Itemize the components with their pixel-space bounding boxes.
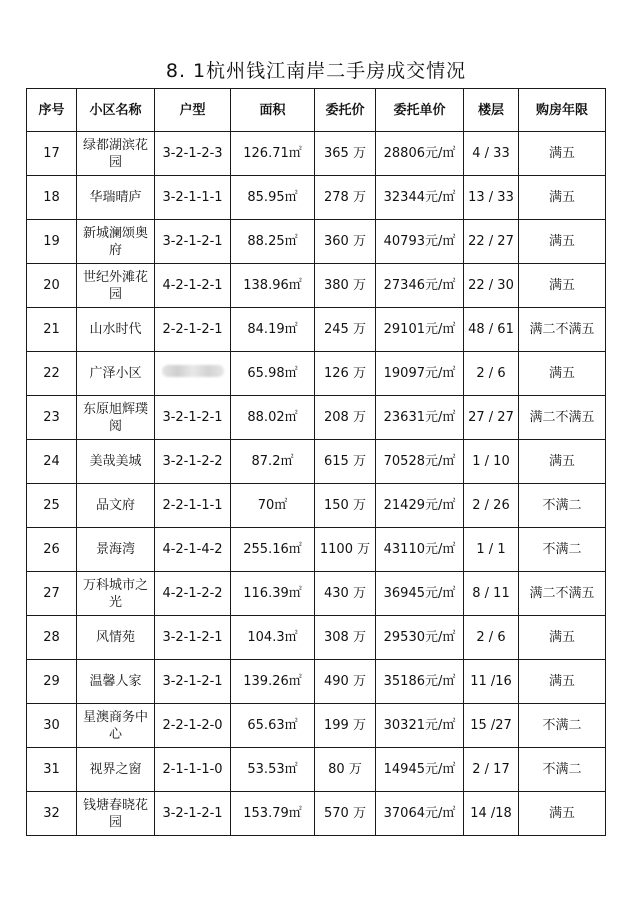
cell-listing-price: 199 万 [315, 704, 376, 748]
cell-no: 27 [27, 572, 77, 616]
document-title: 8. 1杭州钱江南岸二手房成交情况 [165, 60, 467, 82]
cell-community-name: 钱塘春晓花园 [77, 792, 155, 836]
cell-listing-price: 126 万 [315, 352, 376, 396]
cell-ownership-years: 满五 [519, 132, 606, 176]
cell-unit-price: 30321元/㎡ [376, 704, 464, 748]
cell-area: 139.26㎡ [231, 660, 315, 704]
cell-listing-price: 278 万 [315, 176, 376, 220]
cell-listing-price: 1100 万 [315, 528, 376, 572]
cell-listing-price: 245 万 [315, 308, 376, 352]
cell-area: 70㎡ [231, 484, 315, 528]
cell-no: 25 [27, 484, 77, 528]
table-row [27, 704, 606, 748]
cell-unit-price: 23631元/㎡ [376, 396, 464, 440]
cell-layout: 4-2-1-2-2 [155, 572, 231, 616]
header-unit-price: 委托单价 [376, 89, 464, 132]
cell-layout: 2-2-1-2-1 [155, 308, 231, 352]
header-layout: 户型 [155, 89, 231, 132]
cell-floor: 22 / 30 [464, 264, 519, 308]
cell-layout: 3-2-1-2-1 [155, 792, 231, 836]
cell-listing-price: 490 万 [315, 660, 376, 704]
cell-unit-price: 40793元/㎡ [376, 220, 464, 264]
table-body [27, 132, 606, 836]
cell-community-name: 万科城市之光 [77, 572, 155, 616]
cell-unit-price: 27346元/㎡ [376, 264, 464, 308]
cell-unit-price: 43110元/㎡ [376, 528, 464, 572]
cell-listing-price: 615 万 [315, 440, 376, 484]
cell-ownership-years: 不满二 [519, 484, 606, 528]
cell-layout: 2-1-1-1-0 [155, 748, 231, 792]
cell-unit-price: 14945元/㎡ [376, 748, 464, 792]
cell-listing-price: 308 万 [315, 616, 376, 660]
cell-ownership-years: 不满二 [519, 748, 606, 792]
cell-floor: 1 / 1 [464, 528, 519, 572]
cell-no: 30 [27, 704, 77, 748]
cell-community-name: 山水时代 [77, 308, 155, 352]
cell-area: 65.63㎡ [231, 704, 315, 748]
cell-no: 18 [27, 176, 77, 220]
cell-listing-price: 365 万 [315, 132, 376, 176]
header-floor: 楼层 [464, 89, 519, 132]
cell-community-name: 美哉美城 [77, 440, 155, 484]
cell-no: 21 [27, 308, 77, 352]
cell-ownership-years: 满二不满五 [519, 308, 606, 352]
cell-ownership-years: 满五 [519, 660, 606, 704]
cell-ownership-years: 满五 [519, 440, 606, 484]
cell-layout: 3-2-1-2-3 [155, 132, 231, 176]
cell-floor: 22 / 27 [464, 220, 519, 264]
cell-ownership-years: 不满二 [519, 528, 606, 572]
cell-community-name: 绿都湖滨花园 [77, 132, 155, 176]
cell-no: 23 [27, 396, 77, 440]
table-row [27, 308, 606, 352]
cell-area: 84.19㎡ [231, 308, 315, 352]
table-row [27, 528, 606, 572]
cell-community-name: 景海湾 [77, 528, 155, 572]
cell-area: 116.39㎡ [231, 572, 315, 616]
cell-area: 65.98㎡ [231, 352, 315, 396]
cell-floor: 15 /27 [464, 704, 519, 748]
cell-ownership-years: 满五 [519, 220, 606, 264]
table-row [27, 132, 606, 176]
cell-listing-price: 360 万 [315, 220, 376, 264]
cell-unit-price: 21429元/㎡ [376, 484, 464, 528]
cell-floor: 8 / 11 [464, 572, 519, 616]
cell-community-name: 新城澜颂奥府 [77, 220, 155, 264]
cell-ownership-years: 满五 [519, 264, 606, 308]
cell-floor: 11 /16 [464, 660, 519, 704]
cell-area: 255.16㎡ [231, 528, 315, 572]
table-header-row [27, 89, 606, 132]
cell-area: 53.53㎡ [231, 748, 315, 792]
cell-floor: 4 / 33 [464, 132, 519, 176]
cell-floor: 1 / 10 [464, 440, 519, 484]
cell-no: 31 [27, 748, 77, 792]
table-row [27, 484, 606, 528]
cell-layout: 4-2-1-2-1 [155, 264, 231, 308]
cell-unit-price: 28806元/㎡ [376, 132, 464, 176]
cell-no: 17 [27, 132, 77, 176]
cell-area: 87.2㎡ [231, 440, 315, 484]
cell-floor: 2 / 6 [464, 616, 519, 660]
cell-floor: 2 / 17 [464, 748, 519, 792]
cell-ownership-years: 满五 [519, 352, 606, 396]
cell-unit-price: 32344元/㎡ [376, 176, 464, 220]
cell-floor: 14 /18 [464, 792, 519, 836]
cell-ownership-years: 满二不满五 [519, 396, 606, 440]
cell-area: 104.3㎡ [231, 616, 315, 660]
cell-community-name: 星澳商务中心 [77, 704, 155, 748]
cell-ownership-years: 不满二 [519, 704, 606, 748]
cell-unit-price: 70528元/㎡ [376, 440, 464, 484]
cell-floor: 2 / 6 [464, 352, 519, 396]
cell-community-name: 风情苑 [77, 616, 155, 660]
header-ownership-years: 购房年限 [519, 89, 606, 132]
cell-area: 85.95㎡ [231, 176, 315, 220]
table-row [27, 352, 606, 396]
cell-listing-price: 380 万 [315, 264, 376, 308]
header-community-name: 小区名称 [77, 89, 155, 132]
cell-community-name: 广泽小区 [77, 352, 155, 396]
cell-ownership-years: 满二不满五 [519, 572, 606, 616]
cell-listing-price: 430 万 [315, 572, 376, 616]
cell-ownership-years: 满五 [519, 176, 606, 220]
cell-layout: 3-2-1-2-1 [155, 396, 231, 440]
cell-floor: 48 / 61 [464, 308, 519, 352]
cell-unit-price: 29101元/㎡ [376, 308, 464, 352]
cell-ownership-years: 满五 [519, 616, 606, 660]
table-row [27, 440, 606, 484]
cell-community-name: 华瑞晴庐 [77, 176, 155, 220]
cell-area: 126.71㎡ [231, 132, 315, 176]
cell-area: 138.96㎡ [231, 264, 315, 308]
cell-layout: 2-2-1-2-0 [155, 704, 231, 748]
cell-no: 26 [27, 528, 77, 572]
cell-floor: 2 / 26 [464, 484, 519, 528]
cell-layout: 2-2-1-1-1 [155, 484, 231, 528]
cell-layout: 3-2-1-2-1 [155, 660, 231, 704]
header-listing-price: 委托价 [315, 89, 376, 132]
cell-listing-price: 570 万 [315, 792, 376, 836]
cell-no: 19 [27, 220, 77, 264]
header-area: 面积 [231, 89, 315, 132]
cell-community-name: 世纪外滩花园 [77, 264, 155, 308]
cell-layout-redacted [155, 352, 231, 396]
transaction-table [26, 88, 606, 836]
header-no: 序号 [27, 89, 77, 132]
cell-community-name: 温馨人家 [77, 660, 155, 704]
cell-community-name: 品文府 [77, 484, 155, 528]
cell-layout: 3-2-1-2-1 [155, 616, 231, 660]
cell-no: 28 [27, 616, 77, 660]
redacted-blur [162, 365, 224, 377]
table-row [27, 748, 606, 792]
cell-no: 22 [27, 352, 77, 396]
cell-community-name: 视界之窗 [77, 748, 155, 792]
cell-area: 88.25㎡ [231, 220, 315, 264]
cell-no: 32 [27, 792, 77, 836]
cell-no: 20 [27, 264, 77, 308]
cell-listing-price: 208 万 [315, 396, 376, 440]
cell-area: 153.79㎡ [231, 792, 315, 836]
cell-community-name: 东原旭辉璞阅 [77, 396, 155, 440]
cell-no: 24 [27, 440, 77, 484]
cell-area: 88.02㎡ [231, 396, 315, 440]
cell-no: 29 [27, 660, 77, 704]
cell-unit-price: 19097元/㎡ [376, 352, 464, 396]
table-row [27, 396, 606, 440]
table-row [27, 220, 606, 264]
table-row [27, 176, 606, 220]
table-row [27, 572, 606, 616]
cell-unit-price: 36945元/㎡ [376, 572, 464, 616]
cell-listing-price: 80 万 [315, 748, 376, 792]
cell-layout: 3-2-1-2-1 [155, 220, 231, 264]
cell-unit-price: 37064元/㎡ [376, 792, 464, 836]
cell-unit-price: 35186元/㎡ [376, 660, 464, 704]
table-row [27, 660, 606, 704]
cell-layout: 3-2-1-2-2 [155, 440, 231, 484]
cell-layout: 4-2-1-4-2 [155, 528, 231, 572]
cell-ownership-years: 满五 [519, 792, 606, 836]
cell-floor: 13 / 33 [464, 176, 519, 220]
table-row [27, 264, 606, 308]
table-row [27, 616, 606, 660]
cell-listing-price: 150 万 [315, 484, 376, 528]
cell-floor: 27 / 27 [464, 396, 519, 440]
table-row [27, 792, 606, 836]
cell-layout: 3-2-1-1-1 [155, 176, 231, 220]
cell-unit-price: 29530元/㎡ [376, 616, 464, 660]
